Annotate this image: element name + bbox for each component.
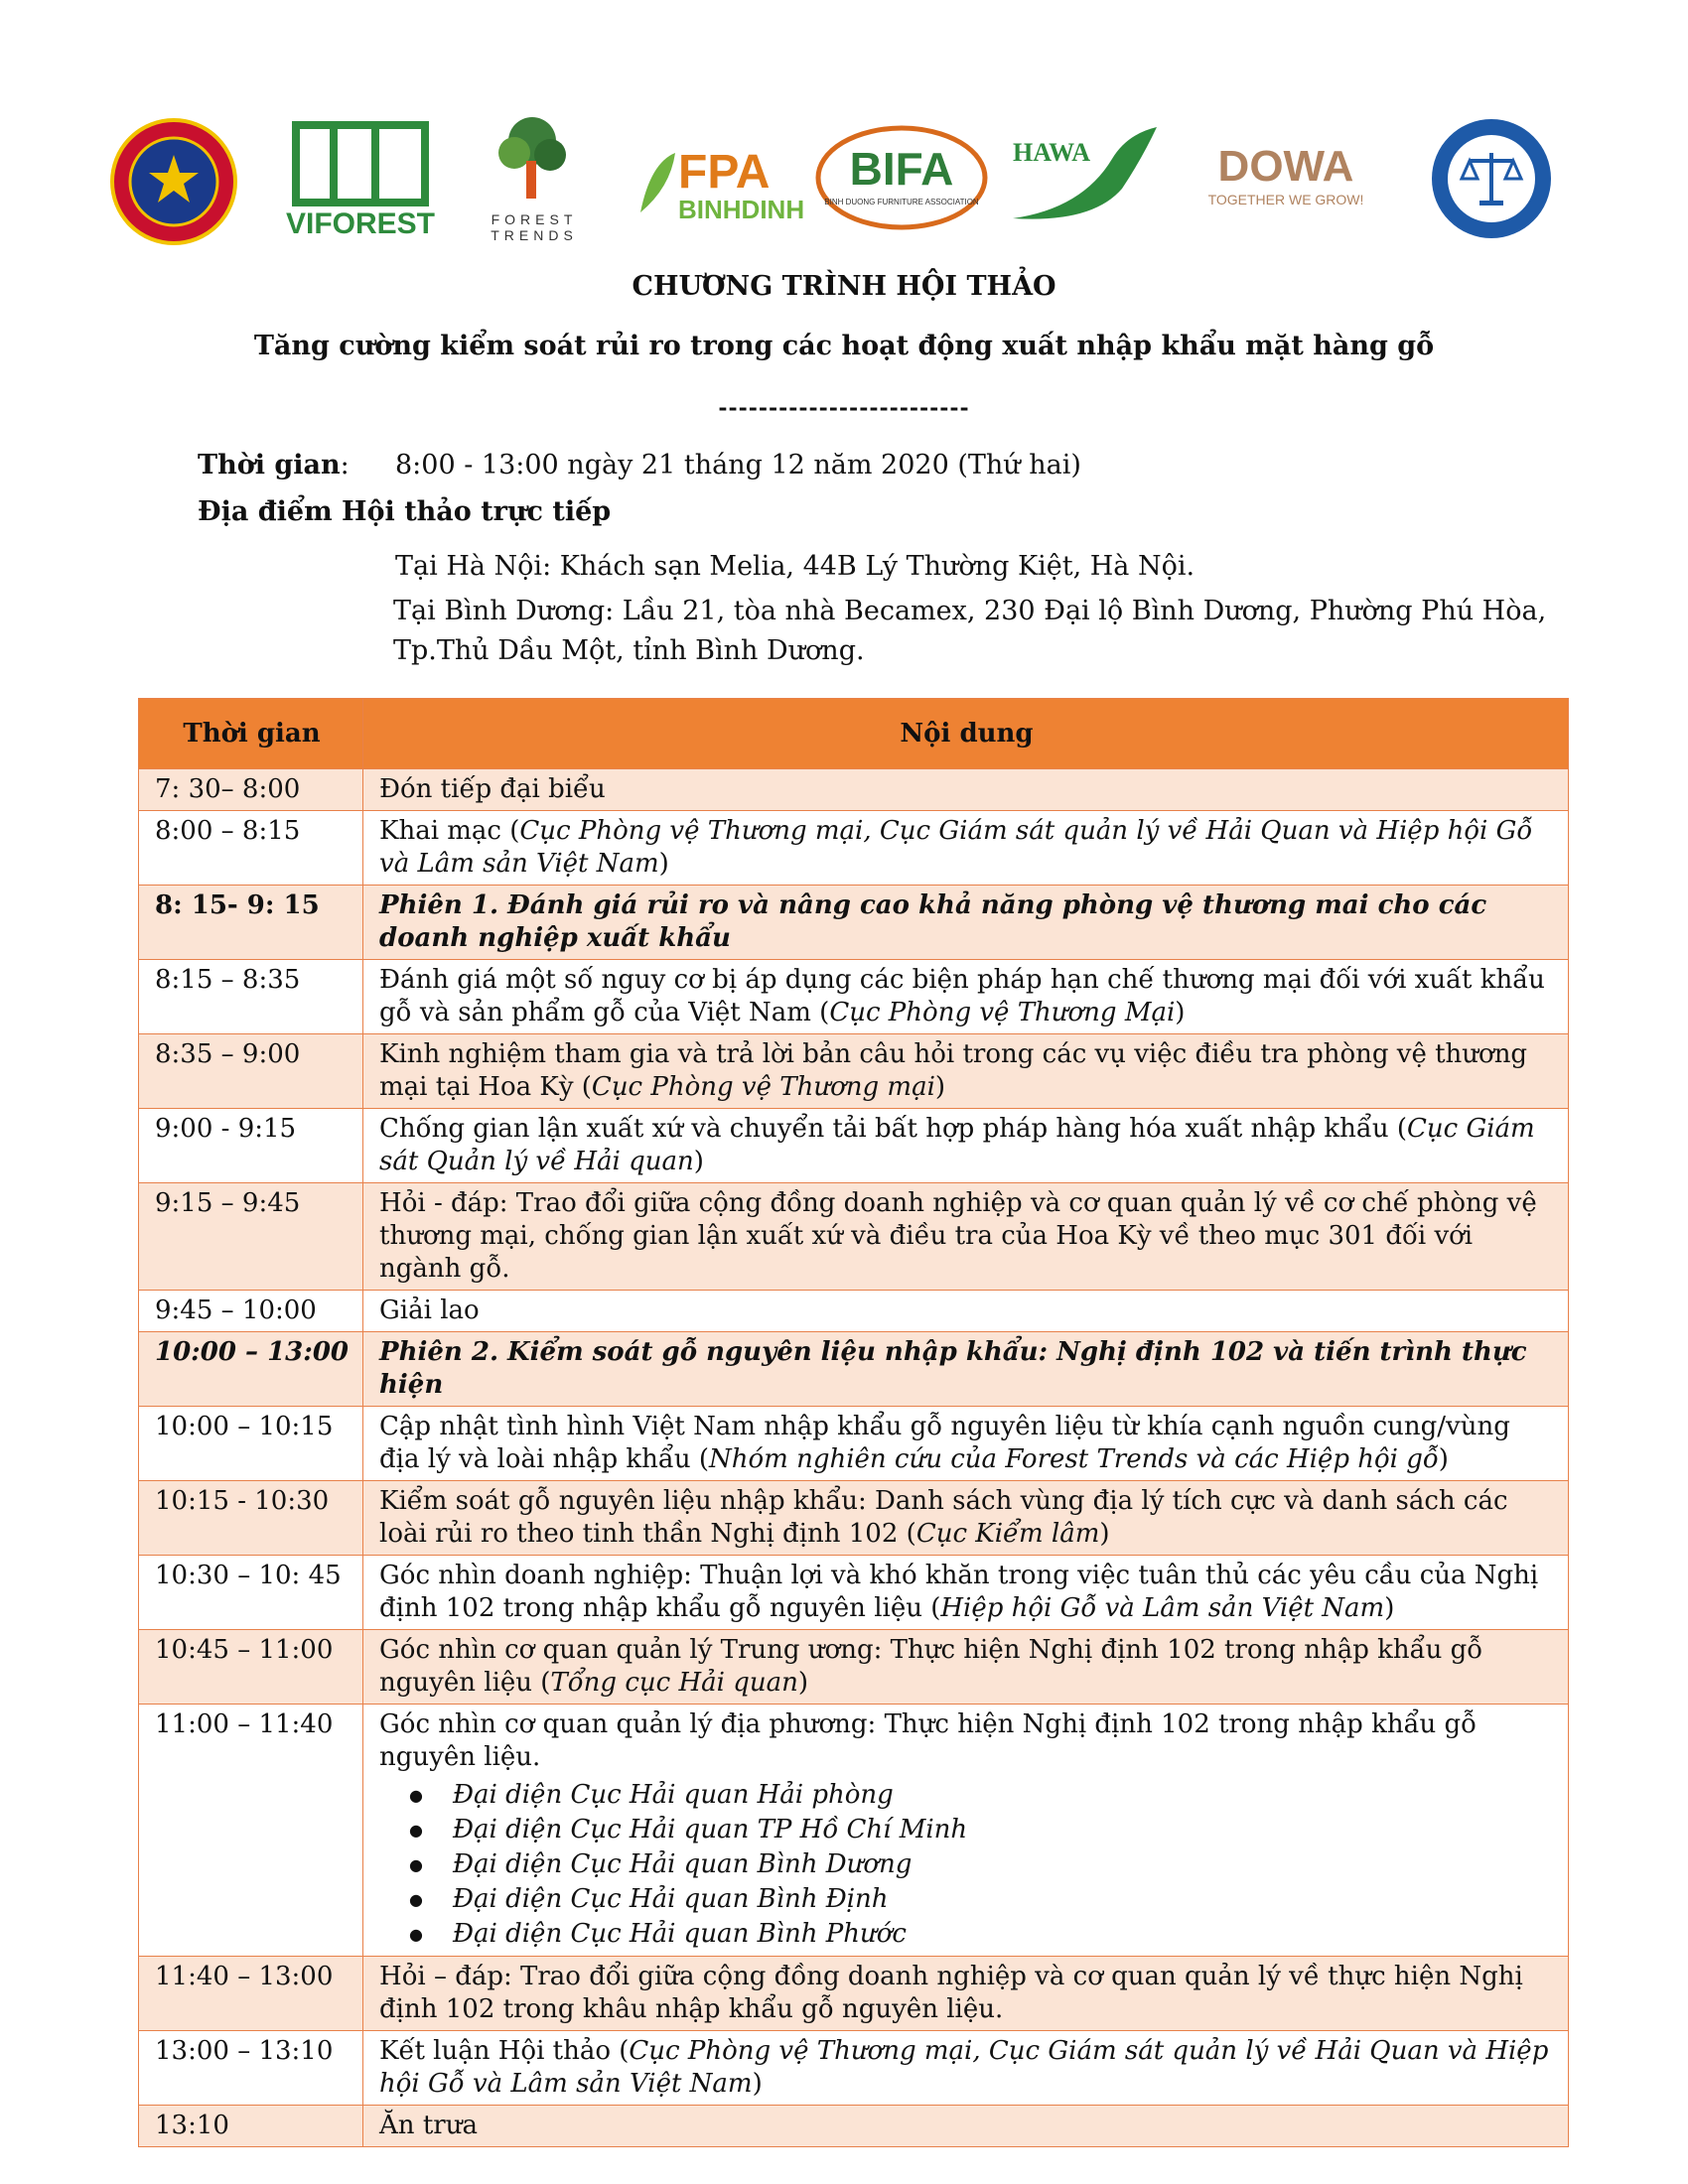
row-tail: ): [1384, 1593, 1395, 1623]
list-item: ● Đại diện Cục Hải quan Bình Dương: [453, 1847, 1554, 1882]
svg-text:TRENDS: TRENDS: [491, 227, 578, 243]
header-time: Thời gian: [139, 699, 363, 769]
schedule-table: [138, 698, 1569, 2147]
row-time: 10:45 – 11:00: [139, 1630, 363, 1705]
row-content: [363, 1291, 1569, 1332]
table-row-session: [139, 1332, 1569, 1407]
fpa-binhdinh-logo: [631, 133, 805, 232]
svg-text:HAWA: HAWA: [1013, 138, 1091, 167]
representative-list: [379, 1778, 1554, 1952]
row-text: Chống gian lận xuất xứ và chuyển tải bất hợp pháp hàng hóa xuất nhập khẩu (: [379, 1114, 1407, 1144]
row-text: Cập nhật tình hình Việt Nam nhập khẩu gỗ nguyên liệu từ khía cạnh nguồn cung/vùng địa lý và loài nhập khẩu (: [379, 1412, 1510, 1474]
row-organizer: Cục Giám sát Quản lý về Hải quan: [379, 1114, 1535, 1176]
row-organizer: Hiệp hội Gỗ và Lâm sản Việt Nam: [940, 1593, 1385, 1623]
row-content: [363, 1705, 1569, 1957]
trade-remedies-logo: [1430, 117, 1554, 241]
row-tail: ): [752, 2069, 763, 2099]
svg-text:DOWA: DOWA: [1217, 142, 1354, 191]
forest-trends-logo: [475, 113, 594, 242]
row-time: 10:00 – 13:00: [139, 1332, 363, 1407]
table-row: [139, 2031, 1569, 2106]
venue-label: Địa điểm Hội thảo trực tiếp: [198, 496, 612, 527]
time-label: Thời gian: [198, 450, 341, 480]
table-row: [139, 2106, 1569, 2147]
title-divider: -------------------------: [718, 395, 970, 421]
row-organizer: Tổng cục Hải quan: [550, 1668, 798, 1698]
row-content: [363, 811, 1569, 886]
table-row: [139, 769, 1569, 811]
row-content: [363, 1481, 1569, 1556]
row-content: [363, 1957, 1569, 2031]
row-text: Góc nhìn cơ quan quản lý địa phương: Thực hiện Nghị định 102 trong nhập khẩu gỗ nguyên liệu.: [379, 1709, 1477, 1772]
time-value: 8:00 - 13:00 ngày 21 tháng 12 năm 2020 (Thứ hai): [395, 450, 1081, 480]
row-content: [363, 886, 1569, 960]
session-title: Phiên 1. Đánh giá rủi ro và nâng cao khả năng phòng vệ thương mai cho các doanh nghiệp xuất khẩu: [379, 890, 1487, 953]
list-item: ● Đại diện Cục Hải quan Bình Phước: [453, 1917, 1554, 1952]
row-content: [363, 769, 1569, 811]
svg-text:TOGETHER WE GROW!: TOGETHER WE GROW!: [1207, 192, 1364, 207]
row-time: 7: 30– 8:00: [139, 769, 363, 811]
row-time: 8: 15- 9: 15: [139, 886, 363, 960]
row-organizer: Nhóm nghiên cứu của Forest Trends và các Hiệp hội gỗ: [709, 1444, 1439, 1474]
row-content: [363, 2106, 1569, 2147]
list-item: ● Đại diện Cục Hải quan Bình Định: [453, 1882, 1554, 1917]
table-row: [139, 1556, 1569, 1630]
row-time: 10:15 - 10:30: [139, 1481, 363, 1556]
row-time: 8:15 – 8:35: [139, 960, 363, 1034]
session-title: Phiên 2. Kiểm soát gỗ nguyên liệu nhập khẩu: Nghị định 102 và tiến trình thực hiện: [379, 1337, 1527, 1400]
svg-text:BINHDINH: BINHDINH: [678, 195, 805, 224]
row-tail: ): [693, 1147, 704, 1176]
svg-text:BIFA: BIFA: [849, 143, 954, 195]
row-text: Kiểm soát gỗ nguyên liệu nhập khẩu: Danh sách vùng địa lý tích cực và danh sách các loài rủi ro theo tinh thần Nghị định 102 (: [379, 1486, 1508, 1549]
table-row: [139, 960, 1569, 1034]
row-time: 9:45 – 10:00: [139, 1291, 363, 1332]
table-row: [139, 1957, 1569, 2031]
row-time: 10:30 – 10: 45: [139, 1556, 363, 1630]
row-tail: ): [1175, 998, 1186, 1027]
table-row: [139, 1481, 1569, 1556]
row-text: Đón tiếp đại biểu: [379, 774, 606, 804]
venue-binhduong-line2: Tp.Thủ Dầu Một, tỉnh Bình Dương.: [393, 635, 865, 666]
row-time: 8:35 – 9:00: [139, 1034, 363, 1109]
viforest-logo: [276, 121, 445, 240]
row-organizer: Cục Kiểm lâm: [915, 1519, 1100, 1549]
time-row: [198, 450, 350, 480]
page-subtitle: Tăng cường kiểm soát rủi ro trong các hoạt động xuất nhập khẩu mặt hàng gỗ: [253, 331, 1435, 361]
row-content: [363, 960, 1569, 1034]
bifa-logo: [812, 123, 991, 232]
svg-text:FOREST: FOREST: [491, 211, 578, 227]
row-tail: ): [797, 1668, 809, 1698]
row-text: Góc nhìn cơ quan quản lý Trung ương: Thực hiện Nghị định 102 trong nhập khẩu gỗ nguyên liệu (: [379, 1635, 1483, 1698]
list-item: ● Đại diện Cục Hải quan TP Hồ Chí Minh: [453, 1813, 1554, 1847]
hawa-logo: [1003, 119, 1162, 228]
row-content: [363, 1630, 1569, 1705]
row-content: [363, 1407, 1569, 1481]
row-content: [363, 2031, 1569, 2106]
row-tail: ): [934, 1072, 946, 1102]
row-organizer: Cục Phòng vệ Thương Mại: [829, 998, 1176, 1027]
row-text: Kinh nghiệm tham gia và trả lời bản câu hỏi trong các vụ việc điều tra phòng vệ thương mại tại Hoa Kỳ (: [379, 1039, 1528, 1102]
table-row: [139, 1407, 1569, 1481]
table-row: [139, 1705, 1569, 1957]
time-label-colon: :: [340, 450, 350, 480]
row-text: Khai mạc (: [379, 816, 520, 846]
dowa-logo: [1196, 141, 1375, 220]
row-time: 9:15 – 9:45: [139, 1183, 363, 1291]
row-tail: ): [658, 849, 669, 879]
page-title: CHƯƠNG TRÌNH HỘI THẢO: [632, 271, 1056, 302]
header-content: Nội dung: [363, 699, 1569, 769]
row-content: [363, 1332, 1569, 1407]
logo-bar: [99, 109, 1589, 258]
row-text: Giải lao: [379, 1296, 480, 1325]
table-row: [139, 1630, 1569, 1705]
row-text: Đánh giá một số nguy cơ bị áp dụng các biện pháp hạn chế thương mại đối với xuất khẩu gỗ và sản phẩm gỗ của Việt Nam (: [379, 965, 1545, 1027]
row-content: [363, 1109, 1569, 1183]
row-time: 11:40 – 13:00: [139, 1957, 363, 2031]
row-tail: ): [1438, 1444, 1449, 1474]
row-organizer: Cục Phòng vệ Thương mại, Cục Giám sát quản lý về Hải Quan và Hiệp hội Gỗ và Lâm sản Việt Nam: [379, 2036, 1549, 2099]
row-time: 13:00 – 13:10: [139, 2031, 363, 2106]
row-text: Góc nhìn doanh nghiệp: Thuận lợi và khó khăn trong việc tuân thủ các yêu cầu của Nghị định 102 trong nhập khẩu gỗ nguyên liệu (: [379, 1561, 1539, 1623]
hai-quan-viet-nam-logo: [109, 117, 238, 246]
row-organizer: Cục Phòng vệ Thương mại, Cục Giám sát quản lý về Hải Quan và Hiệp hội Gỗ và Lâm sản Việt Nam: [379, 816, 1533, 879]
row-time: 10:00 – 10:15: [139, 1407, 363, 1481]
row-content: [363, 1034, 1569, 1109]
svg-text:BINH DUONG FURNITURE ASSOCIATI: BINH DUONG FURNITURE ASSOCIATION: [824, 198, 979, 206]
row-time: 13:10: [139, 2106, 363, 2147]
row-tail: ): [1099, 1519, 1110, 1549]
list-item: ● Đại diện Cục Hải quan Hải phòng: [453, 1778, 1554, 1813]
row-time: 8:00 – 8:15: [139, 811, 363, 886]
row-content: [363, 1183, 1569, 1291]
table-row-session: [139, 886, 1569, 960]
viforest-logo-text: VIFOREST: [285, 207, 436, 240]
row-time: 9:00 - 9:15: [139, 1109, 363, 1183]
row-time: 11:00 – 11:40: [139, 1705, 363, 1957]
row-text: Ăn trưa: [379, 2111, 478, 2140]
row-content: [363, 1556, 1569, 1630]
table-row: [139, 1109, 1569, 1183]
row-text: Hỏi – đáp: Trao đổi giữa cộng đồng doanh nghiệp và cơ quan quản lý về thực hiện Nghị định 102 trong khâu nhập khẩu gỗ nguyên liệu.: [379, 1962, 1523, 2024]
row-organizer: Cục Phòng vệ Thương mại: [591, 1072, 935, 1102]
row-text: Kết luận Hội thảo (: [379, 2036, 630, 2066]
table-row: [139, 811, 1569, 886]
table-row: [139, 1291, 1569, 1332]
table-row: [139, 1183, 1569, 1291]
row-text: Hỏi - đáp: Trao đổi giữa cộng đồng doanh nghiệp và cơ quan quản lý về cơ chế phòng vệ thương mại, chống gian lận xuất xứ và điều tra của Hoa Kỳ về theo mục 301 đối với ngành gỗ.: [379, 1188, 1537, 1284]
venue-binhduong-line1: Tại Bình Dương: Lầu 21, tòa nhà Becamex, 230 Đại lộ Bình Dương, Phường Phú Hòa,: [393, 596, 1547, 626]
venue-hanoi: Tại Hà Nội: Khách sạn Melia, 44B Lý Thường Kiệt, Hà Nội.: [395, 551, 1196, 582]
svg-text:FPA: FPA: [678, 146, 771, 199]
table-row: [139, 1034, 1569, 1109]
table-header-row: [139, 699, 1569, 769]
